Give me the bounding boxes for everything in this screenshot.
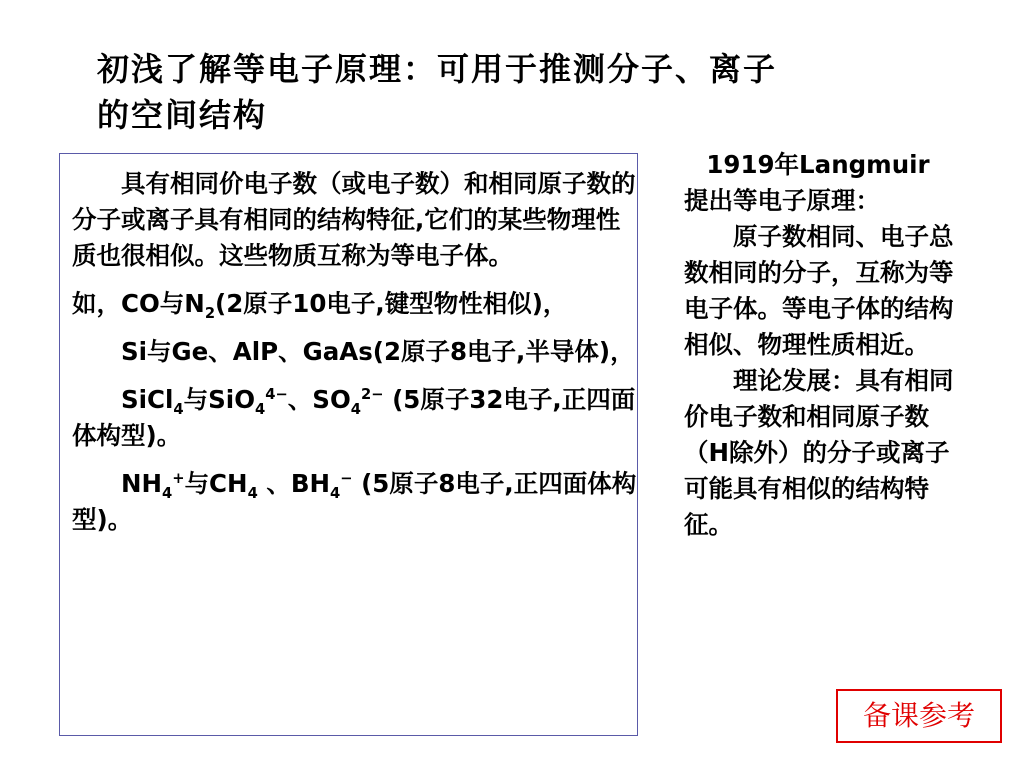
definition-paragraph: 具有相同价电子数（或电子数）和相同原子数的分子或离子具有相同的结构特征,它们的某些物理性质也很相似。这些物质互称为等电子体。 <box>72 169 636 270</box>
page-title <box>97 46 897 138</box>
side-notes <box>684 147 966 543</box>
side-development: 理论发展：具有相同价电子数和相同原子数（H除外）的分子或离子可能具有相似的结构特征。 <box>684 366 954 539</box>
example-text: 、SO <box>287 385 351 414</box>
example-text: NH <box>121 469 163 498</box>
example-si-ge: Si与Ge、AlP、GaAs(2原子8电子,半导体)， <box>121 337 635 366</box>
title-line-1: 初浅了解等电子原理：可用于推测分子、离子 <box>97 50 778 88</box>
side-principle: 原子数相同、电子总数相同的分子，互称为等电子体。等电子体的结构相似、物理性质相近。 <box>684 222 954 359</box>
title-line-2: 的空间结构 <box>97 96 268 134</box>
example-text: (2原子10电子,键型物性相似)， <box>215 289 568 318</box>
example-co-n2 <box>72 286 637 322</box>
example-nh4 <box>72 466 637 538</box>
content-box <box>59 153 638 736</box>
example-sicl4 <box>72 382 637 454</box>
superscript: − <box>340 469 353 487</box>
example-text: 与CH <box>184 469 248 498</box>
superscript: 2− <box>361 385 384 403</box>
subscript: 4 <box>162 484 173 502</box>
subscript: 2 <box>204 304 216 322</box>
superscript: 4− <box>265 385 288 403</box>
example-text: SiCl <box>121 385 174 414</box>
subscript: 4 <box>350 400 362 418</box>
example-text: 与SiO <box>183 385 256 414</box>
subscript: 4 <box>255 400 266 418</box>
superscript: + <box>172 469 185 487</box>
example-text: (5原子32电子,正四面体构型)。 <box>72 385 636 450</box>
reference-stamp: 备课参考 <box>836 689 1002 743</box>
side-intro: 提出等电子原理： <box>684 186 880 215</box>
example-text: 、BH <box>257 469 331 498</box>
subscript: 4 <box>173 400 184 418</box>
example-text: 如，CO与N <box>72 289 205 318</box>
example-text: (5原子8电子,正四面体构型)。 <box>72 469 637 534</box>
side-year: 1919年Langmuir <box>706 150 930 179</box>
subscript: 4 <box>247 484 258 502</box>
subscript: 4 <box>330 484 341 502</box>
